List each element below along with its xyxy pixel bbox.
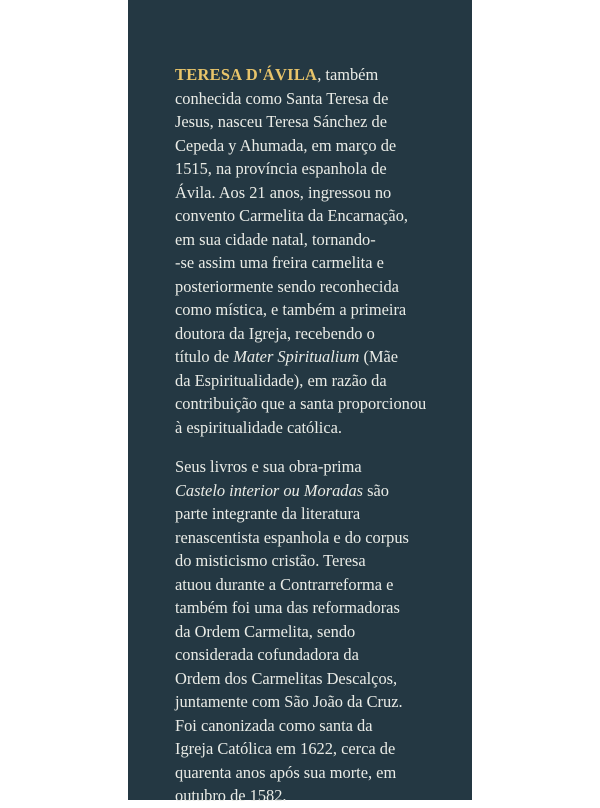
text-line: atuou durante a Contrarreforma e — [175, 574, 394, 594]
text-line: posteriormente sendo reconhecida — [175, 276, 399, 296]
text-line: em sua cidade natal, tornando- — [175, 229, 376, 249]
text-line: considerada cofundadora da — [175, 645, 359, 664]
text-line: doutora da Igreja, recebendo o — [175, 323, 375, 343]
text-line: título de Mater Spiritualium (Mãe — [175, 347, 399, 366]
text-line: Seus livros e sua obra-prima — [175, 457, 362, 476]
italic-title: Castelo interior ou Moradas — [175, 480, 364, 500]
text-line: à espiritualidade católica. — [175, 417, 343, 437]
text-line: Igreja Católica em 1622, cerca de — [175, 739, 396, 758]
text-line: outubro de 1582. — [175, 786, 287, 805]
biography-text — [175, 63, 439, 808]
paragraph-1 — [175, 63, 439, 439]
text-line: como mística, e também a primeira — [175, 300, 407, 319]
text-line: Castelo interior ou Moradas são — [175, 480, 389, 500]
text-line: Foi canonizada como santa da — [175, 715, 373, 735]
text-line: parte integrante da literatura — [175, 504, 361, 523]
text-line: renascentista espanhola e do corpus — [175, 527, 409, 547]
text-line: 1515, na província espanhola de — [175, 159, 387, 178]
paragraph-gap — [175, 439, 439, 455]
text-line: do misticismo cristão. Teresa — [175, 551, 366, 570]
text-line: Ordem dos Carmelitas Descalços, — [175, 668, 398, 688]
author-name: TERESA D'ÁVILA — [175, 65, 318, 84]
text-line: também foi uma das reformadoras — [175, 598, 400, 617]
text-line: TERESA D'ÁVILA, também — [175, 65, 379, 84]
text-line: Ávila. Aos 21 anos, ingressou no — [175, 182, 392, 202]
paragraph-2 — [175, 455, 439, 808]
text-line: da Ordem Carmelita, sendo — [175, 621, 356, 641]
text-line: convento Carmelita da Encarnação, — [175, 206, 408, 225]
text-line: juntamente com São João da Cruz. — [175, 692, 403, 711]
text-line: Cepeda y Ahumada, em março de — [175, 135, 397, 155]
text-line: contribuição que a santa proporcionou — [175, 394, 427, 413]
text-line: Jesus, nasceu Teresa Sánchez de — [175, 112, 387, 131]
italic-title: Mater Spiritualium — [233, 347, 360, 366]
text-line: conhecida como Santa Teresa de — [175, 88, 389, 108]
text-line: da Espiritualidade), em razão da — [175, 370, 387, 390]
text-line: quarenta anos após sua morte, em — [175, 762, 397, 782]
text-line: -se assim uma freira carmelita e — [175, 253, 384, 272]
